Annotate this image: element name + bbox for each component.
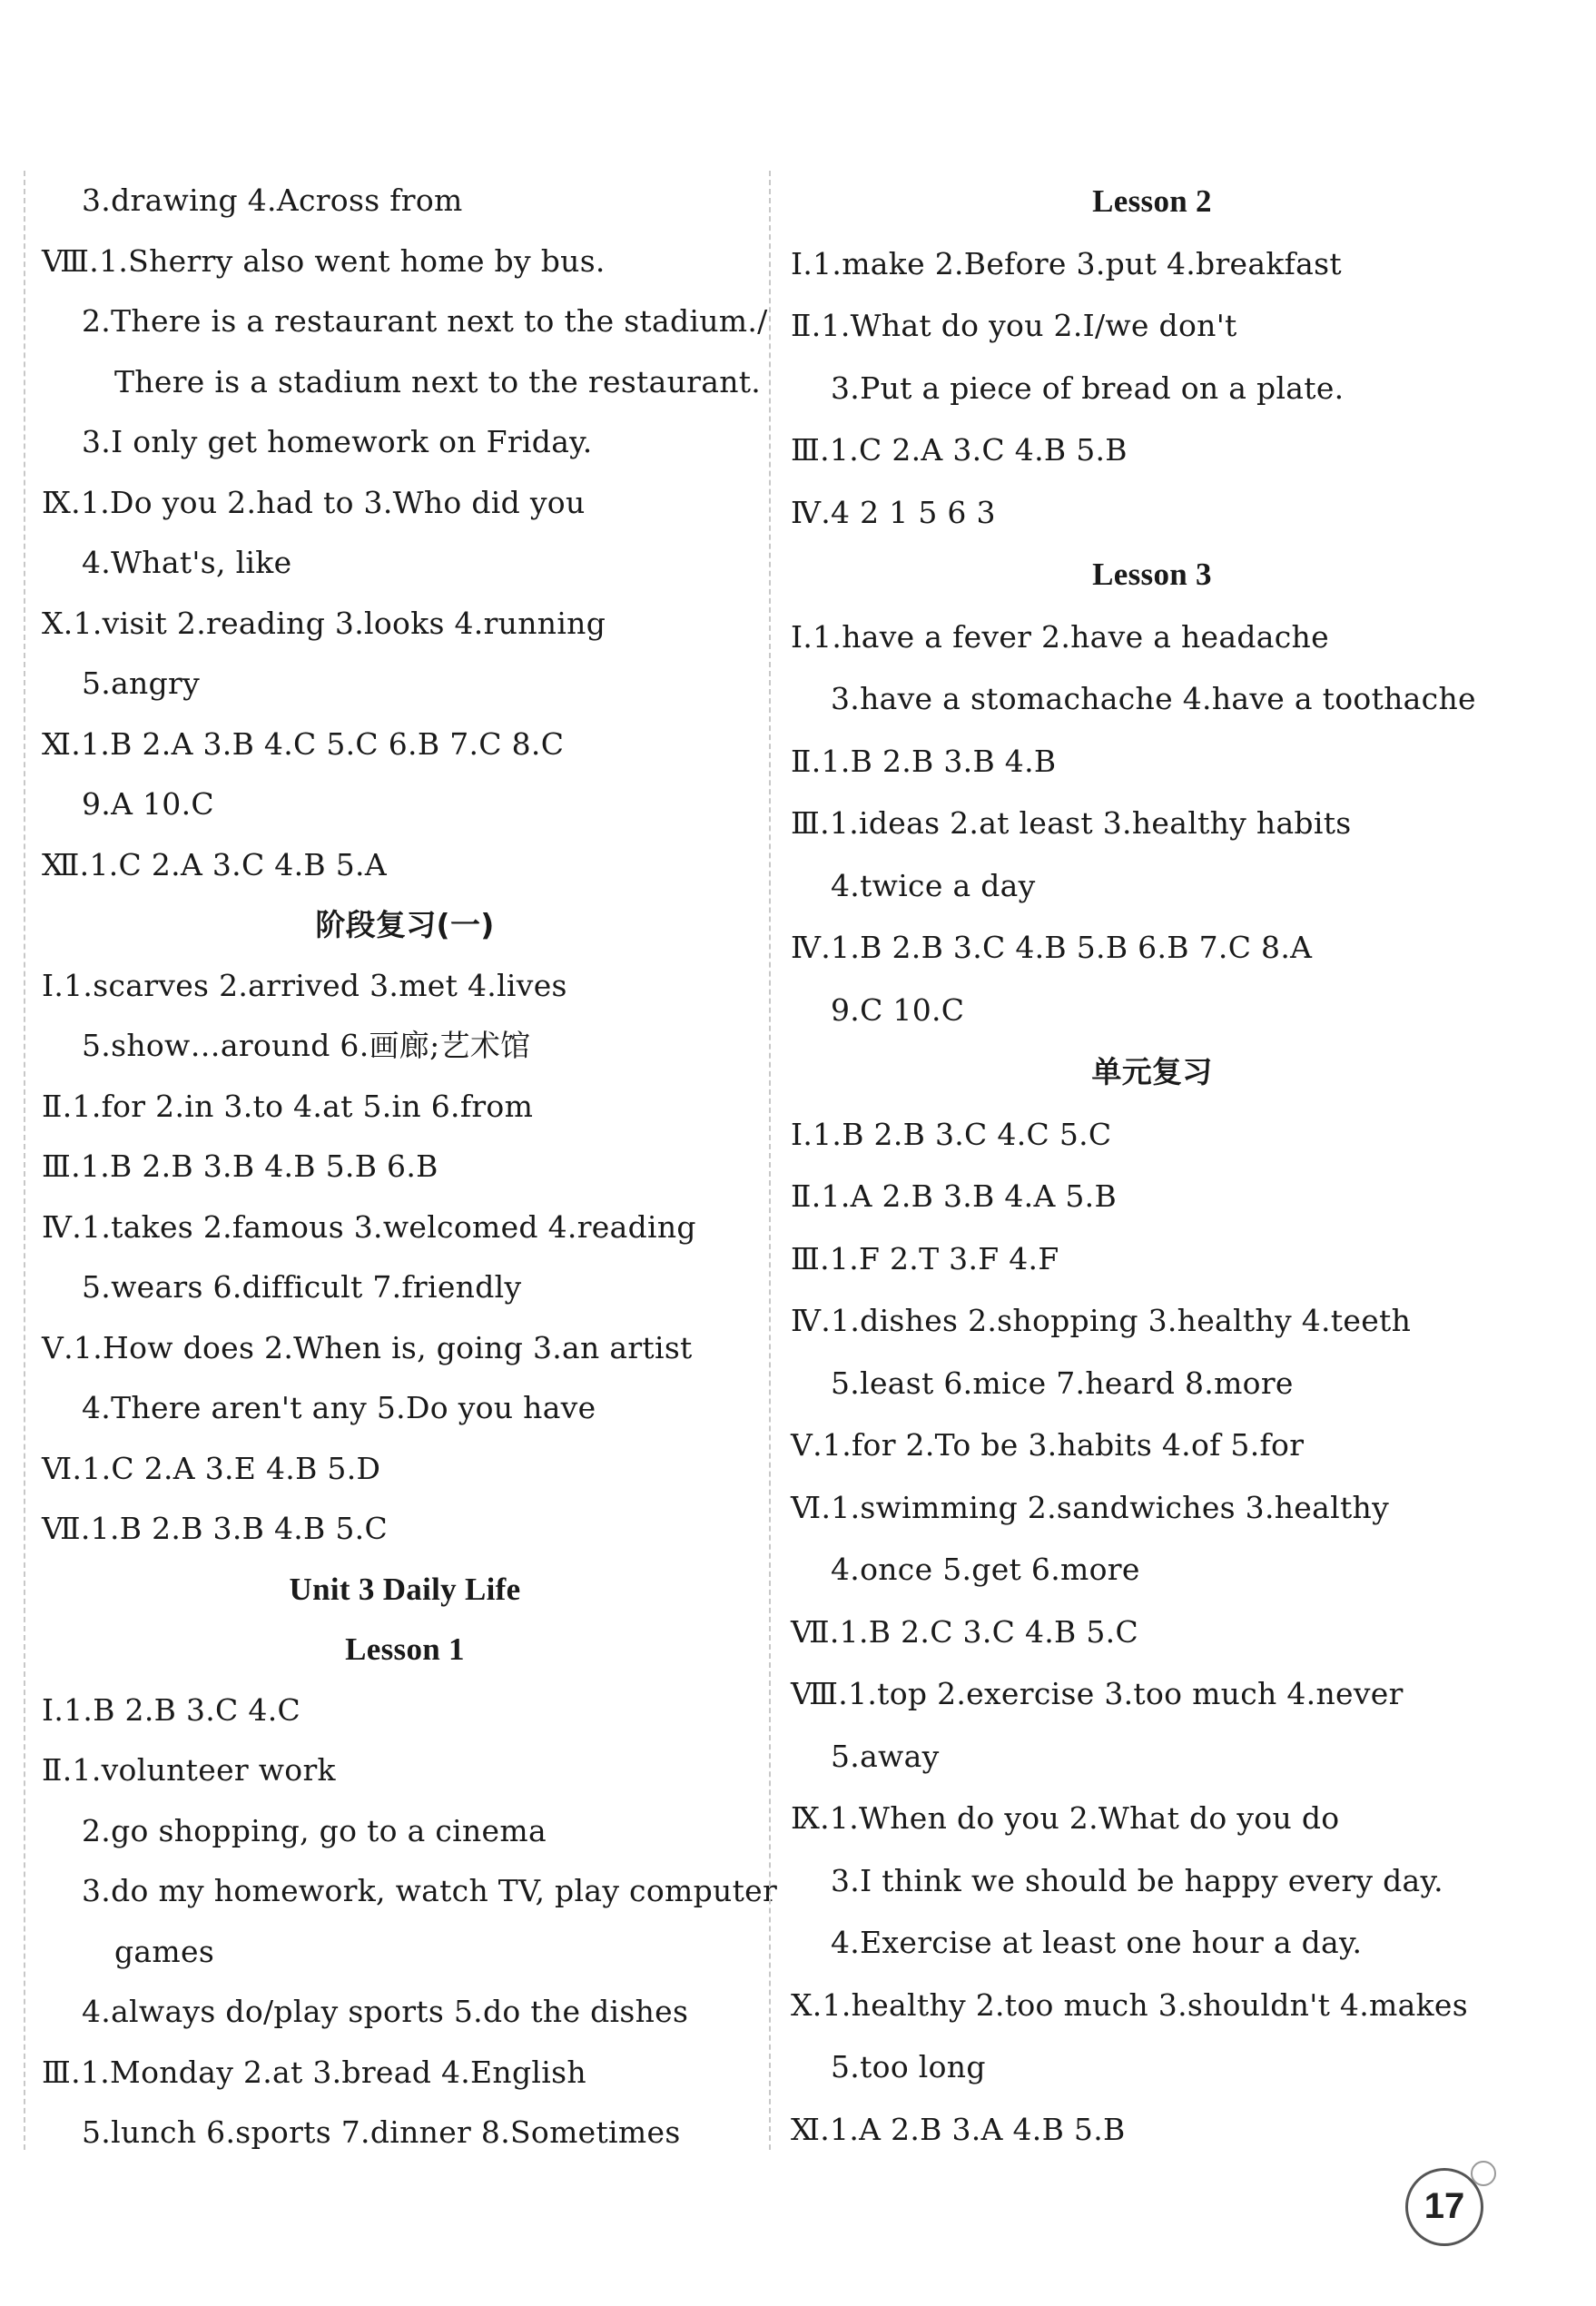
answer-line: Ⅰ.1.B 2.B 3.C 4.C: [42, 1691, 301, 1728]
answer-line: 4.twice a day: [831, 867, 1036, 903]
answer-line: Ⅲ.1.ideas 2.at least 3.healthy habits: [791, 805, 1352, 841]
answer-line: 4.Exercise at least one hour a day.: [831, 1925, 1363, 1960]
answer-line: 5.show…around 6.画廊;艺术馆: [82, 1028, 531, 1063]
answer-line: 5.least 6.mice 7.heard 8.more: [831, 1365, 1294, 1401]
answer-line: Ⅺ.1.A 2.B 3.A 4.B 5.B: [791, 2111, 1126, 2147]
answer-line: Ⅷ.1.Sherry also went home by bus.: [42, 242, 606, 279]
answer-line: 4.once 5.get 6.more: [831, 1552, 1140, 1587]
left-column: [24, 171, 778, 2150]
answer-line: Ⅱ.1.for 2.in 3.to 4.at 5.in 6.from: [42, 1088, 534, 1124]
answer-line: 3.I think we should be happy every day.: [831, 1862, 1443, 1898]
answer-line: Ⅰ.1.B 2.B 3.C 4.C 5.C: [791, 1116, 1112, 1152]
answer-line: 2.There is a restaurant next to the stadium./: [82, 303, 768, 339]
section-heading: Unit 3 Daily Life: [289, 1571, 521, 1607]
answer-line: games: [114, 1933, 215, 1969]
answer-line: Ⅺ.1.B 2.A 3.B 4.C 5.C 6.B 7.C 8.C: [42, 725, 565, 762]
answer-line: 3.drawing 4.Across from: [82, 182, 463, 218]
answer-line: Ⅱ.1.What do you 2.I/we don't: [791, 308, 1237, 343]
answer-line: Ⅰ.1.make 2.Before 3.put 4.breakfast: [791, 245, 1342, 281]
answer-line: Ⅱ.1.volunteer work: [42, 1752, 336, 1788]
answer-line: Ⅲ.1.Monday 2.at 3.bread 4.English: [42, 2054, 586, 2090]
section-heading: 单元复习: [1091, 1054, 1213, 1089]
answer-line: Ⅹ.1.visit 2.reading 3.looks 4.running: [42, 605, 606, 641]
answer-line: Ⅰ.1.have a fever 2.have a headache: [791, 618, 1329, 655]
answer-line: Ⅳ.1.B 2.B 3.C 4.B 5.B 6.B 7.C 8.A: [791, 930, 1313, 965]
answer-line: Ⅴ.1.for 2.To be 3.habits 4.of 5.for: [791, 1427, 1305, 1463]
answer-line: Ⅹ.1.healthy 2.too much 3.shouldn't 4.makes: [791, 1986, 1468, 2023]
answer-line: Ⅵ.1.C 2.A 3.E 4.B 5.D: [42, 1450, 381, 1486]
answer-line: 3.do my homework, watch TV, play computer: [82, 1873, 778, 1908]
answer-line: 2.go shopping, go to a cinema: [82, 1812, 547, 1848]
answer-line: 3.I only get homework on Friday.: [82, 424, 593, 459]
answer-line: 3.have a stomachache 4.have a toothache: [831, 681, 1476, 716]
answer-line: Ⅰ.1.scarves 2.arrived 3.met 4.lives: [42, 967, 567, 1003]
answer-line: Ⅳ.1.dishes 2.shopping 3.healthy 4.teeth: [791, 1303, 1412, 1338]
answer-line: 5.angry: [82, 665, 201, 701]
answer-line: Ⅱ.1.B 2.B 3.B 4.B: [791, 743, 1057, 779]
answer-line: Ⅻ.1.C 2.A 3.C 4.B 5.A: [42, 846, 387, 882]
answer-line: 3.Put a piece of bread on a plate.: [831, 370, 1345, 406]
answer-line: Ⅸ.1.Do you 2.had to 3.Who did you: [42, 484, 586, 520]
answer-line: Ⅳ.4 2 1 5 6 3: [791, 494, 996, 530]
answer-line: 5.wears 6.difficult 7.friendly: [82, 1269, 522, 1305]
page-number-ornament: [1471, 2161, 1496, 2186]
answer-line: Ⅷ.1.top 2.exercise 3.too much 4.never: [791, 1676, 1404, 1711]
answer-line: 9.C 10.C: [831, 991, 965, 1028]
section-heading: 阶段复习(一): [315, 907, 495, 942]
answer-line: Ⅱ.1.A 2.B 3.B 4.A 5.B: [791, 1178, 1118, 1214]
answer-line: 5.lunch 6.sports 7.dinner 8.Sometimes: [82, 2114, 681, 2150]
section-heading: Lesson 1: [345, 1631, 465, 1667]
section-heading: Lesson 3: [1092, 557, 1212, 592]
answer-line: Ⅶ.1.B 2.B 3.B 4.B 5.C: [42, 1511, 389, 1546]
right-column: [769, 171, 1513, 2150]
answer-line: 4.always do/play sports 5.do the dishes: [82, 1994, 689, 2029]
answer-line: Ⅲ.1.F 2.T 3.F 4.F: [791, 1240, 1059, 1276]
section-heading: Lesson 2: [1092, 183, 1212, 219]
answer-line: Ⅲ.1.C 2.A 3.C 4.B 5.B: [791, 432, 1128, 468]
answer-line: Ⅲ.1.B 2.B 3.B 4.B 5.B 6.B: [42, 1148, 438, 1184]
answer-line: Ⅸ.1.When do you 2.What do you do: [791, 1800, 1340, 1836]
answer-line: 9.A 10.C: [82, 786, 214, 822]
answer-line: Ⅶ.1.B 2.C 3.C 4.B 5.C: [791, 1613, 1139, 1650]
answer-line: 5.away: [831, 1738, 940, 1774]
answer-line: Ⅳ.1.takes 2.famous 3.welcomed 4.reading: [42, 1208, 696, 1245]
answer-line: 4.What's, like: [82, 545, 292, 580]
answer-line: 4.There aren't any 5.Do you have: [82, 1390, 596, 1425]
answer-line: There is a stadium next to the restaurant.: [114, 363, 762, 399]
page-number: 17: [1405, 2168, 1483, 2246]
answer-line: Ⅴ.1.How does 2.When is, going 3.an artist: [42, 1329, 693, 1365]
answer-line: Ⅵ.1.swimming 2.sandwiches 3.healthy: [791, 1489, 1390, 1525]
answer-line: 5.too long: [831, 2049, 986, 2084]
